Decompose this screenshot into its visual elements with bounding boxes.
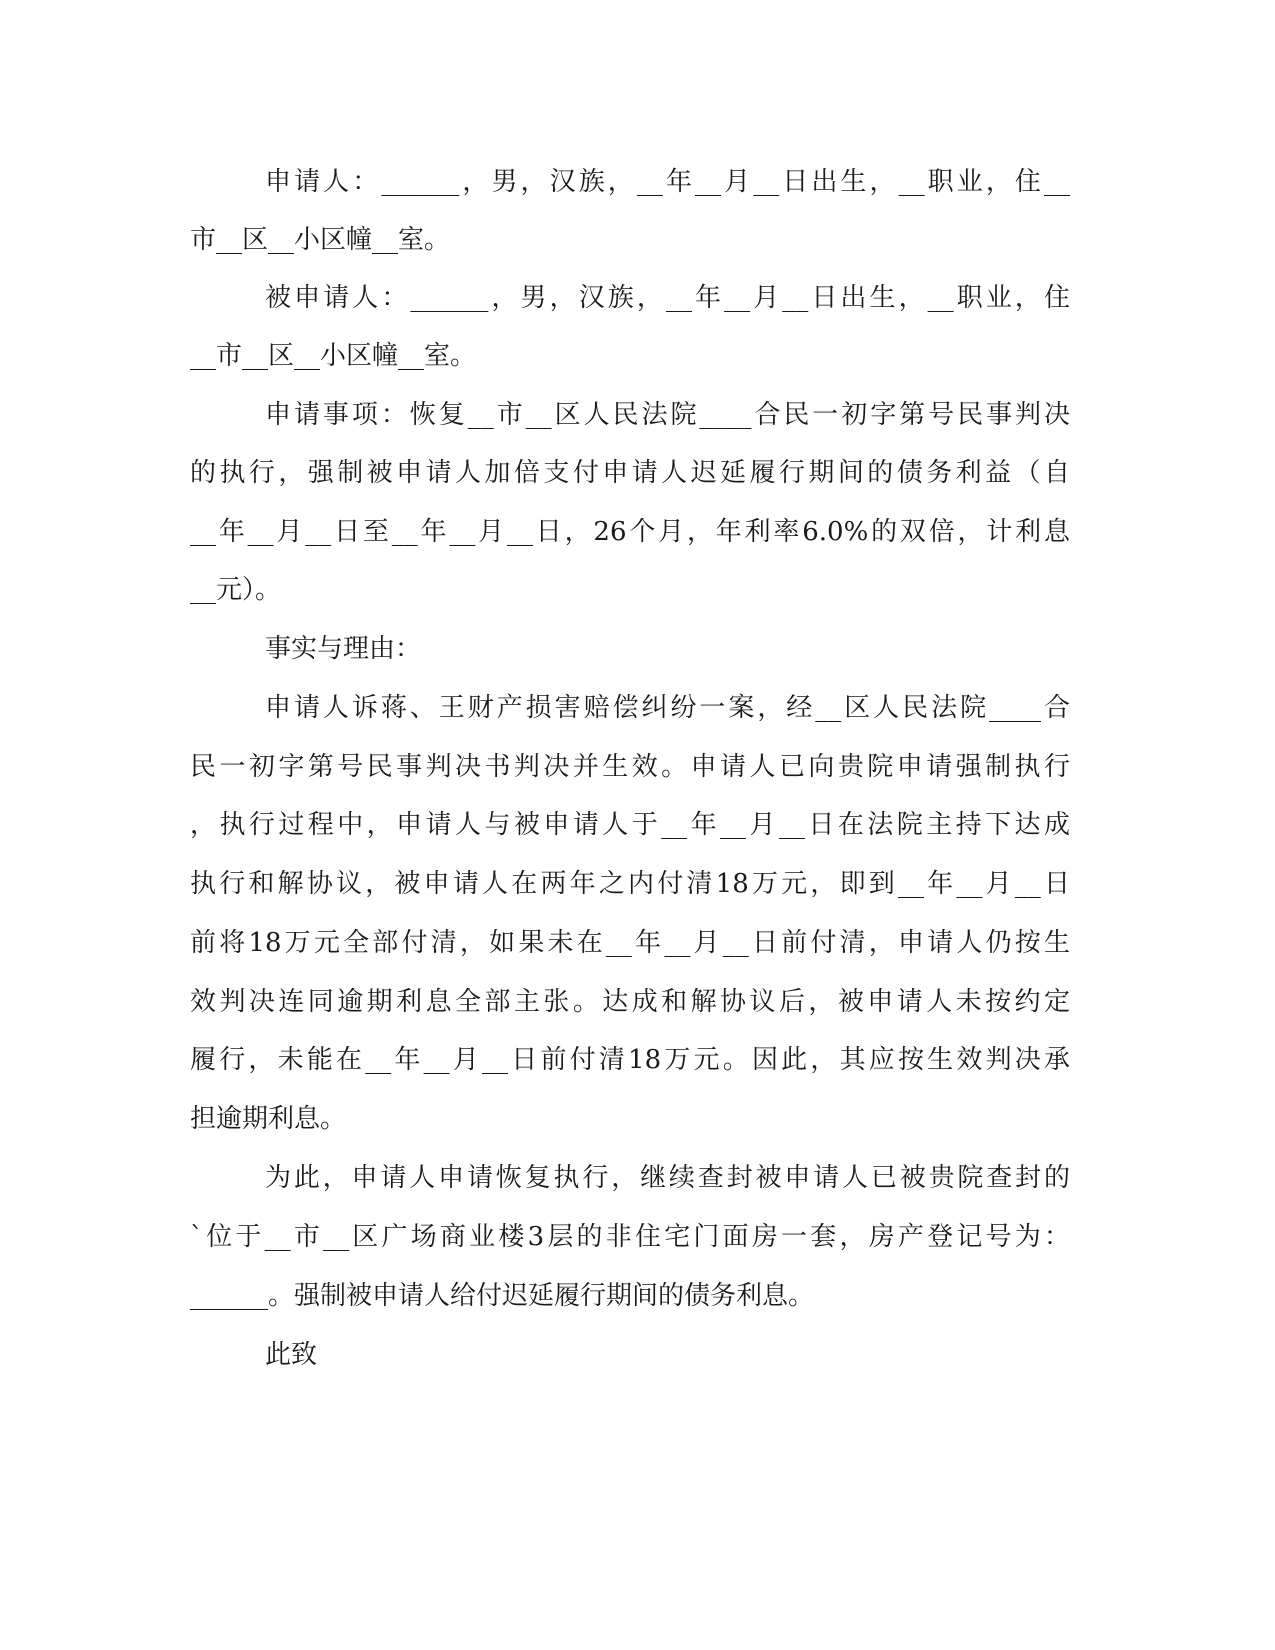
text-line: 担逾期利息。 [190, 1104, 347, 1134]
text-line: 为此，申请人申请恢复执行，继续查封被申请人已被贵院查封的 [265, 1163, 1070, 1193]
text-line: 前将18万元全部付清，如果未在__年__月__日前付清，申请人仍按生 [190, 928, 1070, 958]
text-line: ______。强制被申请人给付迟延履行期间的债务利息。 [190, 1281, 815, 1311]
text-line: 申请人：______，男，汉族，__年__月__日出生，__职业，住__ [265, 167, 1070, 197]
text-line: __元）。 [190, 575, 282, 605]
text-line: ，执行过程中，申请人与被申请人于__年__月__日在法院主持下达成 [190, 810, 1070, 840]
text-line: 申请人诉蒋、王财产损害赔偿纠纷一案，经__区人民法院____合 [265, 693, 1070, 723]
text-line: 效判决连同逾期利息全部主张。达成和解协议后，被申请人未按约定 [190, 987, 1070, 1017]
text-line: 被申请人：______，男，汉族，__年__月__日出生，__职业，住 [265, 283, 1070, 313]
text-line: 市__区__小区幢__室。 [190, 225, 451, 255]
text-line: __年__月__日至__年__月__日，26个月，年利率6.0%的双倍，计利息 [190, 517, 1070, 547]
section-heading: 事实与理由： [265, 634, 422, 664]
text-line: 民一初字第号民事判决书判决并生效。申请人已向贵院申请强制执行 [190, 752, 1070, 782]
text-line: `位于__市__区广场商业楼3层的非住宅门面房一套，房产登记号为： [190, 1222, 1070, 1252]
text-line: 的执行，强制被申请人加倍支付申请人迟延履行期间的债务利益（自 [190, 458, 1070, 488]
text-line: 申请事项：恢复__市__区人民法院____合民一初字第号民事判决 [265, 400, 1070, 430]
text-line: 履行，未能在__年__月__日前付清18万元。因此，其应按生效判决承 [190, 1045, 1070, 1075]
text-line: __市__区__小区幢__室。 [190, 341, 477, 371]
closing-text: 此致 [265, 1340, 318, 1370]
text-line: 执行和解协议，被申请人在两年之内付清18万元，即到__年__月__日 [190, 869, 1070, 899]
